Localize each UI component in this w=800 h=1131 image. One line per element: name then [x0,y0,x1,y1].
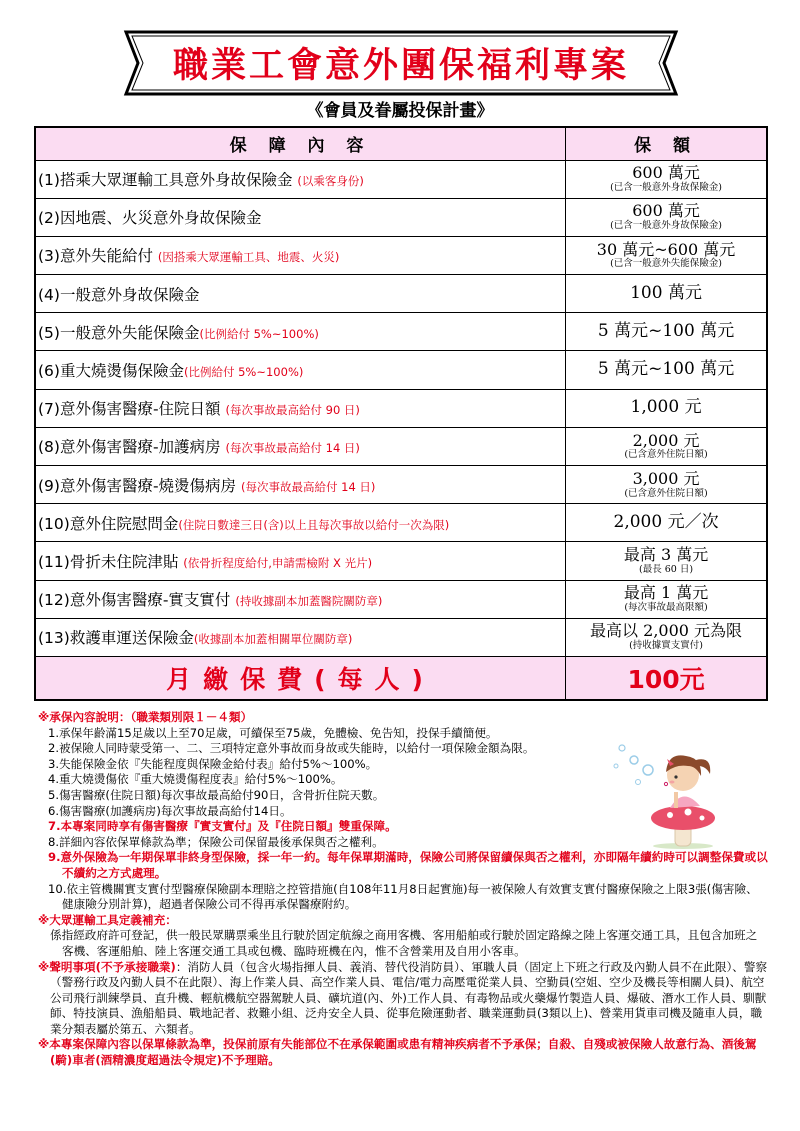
note-10: 10.依主管機關實支實付型醫療保險副本理賠之控管措施(自108年11月8日起實施)每一被保險人有效實支實付醫療保險之上限3張(傷害險、健康險分別計算)，超過者保險公司不得再承保醫療附約。 [48,881,758,912]
coverage-item-note: (每次事故最高給付 14 日) [225,441,360,456]
note-4: 4.重大燒燙傷依『重大燒燙傷程度表』給付5%～100%。 [48,772,343,787]
table-row [35,198,767,236]
notes-section [38,710,768,1069]
coverage-amount [566,542,767,580]
coverage-table [34,126,768,701]
coverage-item [35,427,566,465]
coverage-amount-value: 最高 1 萬元 [623,583,709,603]
monthly-fee-amount: 100元 [566,656,767,700]
coverage-amount [566,313,767,351]
note-9: 9.意外保險為一年期保單非終身型保險，採一年一約。每年保單期滿時，保險公司將保留續保與否之權利，亦即隔年續約時可以調整保費或以不續約之方式處理。 [48,850,768,880]
note-5: 5.傷害醫療(住院日額)每次事故最高給付90日，含骨折住院天數。 [48,787,385,802]
coverage-amount-note: (持收據實支實付) [629,640,703,652]
coverage-item-label: (3)意外失能給付 [38,247,158,266]
coverage-item-note: (比例給付 5%~100%) [183,365,304,380]
declaration [38,960,768,1038]
header-coverage: 保 障 內 容 [35,127,566,160]
coverage-amount [566,580,767,618]
table-row [35,580,767,618]
coverage-amount [566,504,767,542]
table-row [35,351,767,389]
coverage-amount-value: 2,000 元 [632,430,700,450]
declaration-body: ：消防人員（包含火場指揮人員、義消、替代役消防員）、軍職人員（固定上下班之行政及內勤人員不在此限）、警察（警務行政及內勤人員不在此限）、海上作業人員、高空作業人員、電信/電力高壓電從業人員、空勤員(空姐、空少及機長等相關人員)、航空公司飛行訓練學員、直升機、輕航機航空器駕駛人員、礦坑道(內、外)工作人員、有毒物品或火藥爆竹製造人員、爆破、潛水工作人員、馴獸師、特技演員、漁船船員、戰地記者、救難小組、泛舟安全人員、從事危險運動者、職業運動員(3類以上)、營業用貨車司機及隨車人員，職業分類表屬於第五、六類者。 [50,959,768,1036]
coverage-amount [566,275,767,313]
coverage-amount-value: 600 萬元 [632,201,700,221]
page-subtitle: 《會員及眷屬投保計畫》 [306,101,494,121]
coverage-item-note: (持收據副本加蓋醫院關防章) [235,594,383,609]
note-3: 3.失能保險金依『失能程度與保險金給付表』給付5%～100%。 [48,756,378,771]
coverage-amount [566,236,767,274]
monthly-fee-row [35,656,767,700]
coverage-item-note: (收據副本加蓋相關單位關防章) [193,632,353,647]
coverage-amount-note: (已含一般意外身故保險金) [610,220,722,232]
coverage-amount [566,618,767,656]
coverage-amount-value: 5 萬元~100 萬元 [597,320,735,341]
coverage-amount-note: (最長 60 日) [639,563,694,575]
coverage-amount [566,160,767,198]
coverage-amount [566,389,767,427]
coverage-item-note: (每次事故最高給付 14 日) [240,479,376,494]
transport-definition-body: 係指經政府許可登記，供一般民眾購票乘坐且行駛於固定航線之商用客機、客用船舶或行駛於固定路線之陸上客運交通工具，且包含加班之客機、客運船舶、陸上客運交通工具或包機、臨時班機在內，惟不含營業用及自用小客車。 [50,928,758,958]
coverage-item-label: (13)救護車運送保險金 [38,629,194,648]
note-7: 7.本專案同時享有傷害醫療『實支實付』及『住院日額』雙重保障。 [48,819,397,834]
coverage-notes-title: ※承保內容說明：（職業類別限１－４類） [38,710,253,724]
table-row [35,313,767,351]
coverage-item-note: (因搭乘大眾運輸工具、地震、火災) [157,250,340,265]
coverage-item [35,313,566,351]
coverage-item-label: (5)一般意外失能保險金 [38,323,200,342]
coverage-item [35,236,566,274]
coverage-amount [566,351,767,389]
table-row [35,466,767,504]
header-amount: 保 額 [566,127,767,160]
title-banner [118,28,684,98]
coverage-amount-value: 600 萬元 [632,163,700,183]
coverage-amount-note: (已含意外住院日額) [624,449,708,461]
coverage-item-label: (6)重大燒燙傷保險金 [38,362,184,381]
coverage-item [35,466,566,504]
table-row [35,275,767,313]
coverage-item [35,542,566,580]
table-row [35,160,767,198]
coverage-amount [566,427,767,465]
coverage-item-label: (11)骨折未住院津貼 [38,552,184,571]
coverage-item [35,618,566,656]
coverage-item-label: (10)意外住院慰問金 [38,514,179,533]
monthly-fee-label: 月繳保費(每人) [35,656,566,700]
table-row [35,389,767,427]
coverage-item-note: (住院日數達三日(含)以上且每次事故以給付一次為限) [178,517,450,532]
coverage-amount-value: 5 萬元~100 萬元 [597,359,735,380]
coverage-item [35,389,566,427]
coverage-item-label: (9)意外傷害醫療-燒燙傷病房 [38,476,241,495]
coverage-amount [566,198,767,236]
declaration-title: ※聲明事項(不予承接職業) [38,959,176,974]
table-row [35,504,767,542]
coverage-amount-value: 30 萬元~600 萬元 [596,239,736,259]
coverage-item [35,351,566,389]
coverage-amount-value: 100 萬元 [630,282,702,303]
coverage-item-label: (12)意外傷害醫療-實支實付 [38,591,236,610]
coverage-amount-note: (已含一般意外失能保險金) [610,258,722,270]
coverage-item-label: (8)意外傷害醫療-加護病房 [38,438,226,457]
coverage-item-note: (比例給付 5%~100%) [199,326,319,341]
coverage-item-note: (以乘客身份) [297,174,364,189]
table-header [35,127,767,160]
table-row [35,618,767,656]
coverage-item-label: (2)因地震、火災意外身故保險金 [38,209,262,228]
coverage-item [35,504,566,542]
coverage-item [35,198,566,236]
note-1: 1.承保年齡滿15足歲以上至70足歲，可續保至75歲，免體檢、免告知，投保手續簡便。 [48,725,498,740]
coverage-amount [566,466,767,504]
coverage-item-label: (1)搭乘大眾運輸工具意外身故保險金 [38,171,298,190]
coverage-amount-value: 2,000 元／次 [613,511,719,532]
coverage-item [35,160,566,198]
page-title: 職業工會意外團保福利專案 [172,46,629,86]
table-row [35,542,767,580]
coverage-amount-value: 3,000 元 [632,468,700,488]
coverage-amount-value: 最高 3 萬元 [623,545,709,565]
coverage-item-note: (每次事故最高給付 90 日) [225,403,360,418]
coverage-amount-value: 最高以 2,000 元為限 [590,621,743,641]
coverage-amount-note: (已含意外住院日額) [624,487,708,499]
note-6: 6.傷害醫療(加護病房)每次事故最高給付14日。 [48,803,292,818]
policy-statement: ※本專案保障內容以保單條款為準，投保前原有失能部位不在承保範圍或患有精神疾病者不予承保；自殺、自殘或被保險人故意行為、酒後駕(騎)車者(酒精濃度超過法令規定)不予理賠。 [38,1037,757,1068]
table-row [35,427,767,465]
coverage-amount-note: (每次事故最高限額) [624,602,708,614]
coverage-amount-note: (已含一般意外身故保險金) [610,182,722,193]
coverage-item-label: (4)一般意外身故保險金 [38,285,200,304]
note-8: 8.詳細內容依保單條款為準；保險公司保留最後承保與否之權利。 [48,834,384,849]
note-2: 2.被保險人同時蒙受第一、二、三項特定意外事故而身故或失能時，以給付一項保險金額為限。 [48,741,535,756]
coverage-item [35,275,566,313]
transport-definition-title: ※大眾運輸工具定義補充： [38,912,177,927]
coverage-item-label: (7)意外傷害醫療-住院日額 [38,400,226,419]
table-row [35,236,767,274]
coverage-amount-value: 1,000 元 [630,397,702,418]
coverage-item [35,580,566,618]
coverage-item-note: (依骨折程度給付,申請需檢附 X 光片) [183,555,373,570]
